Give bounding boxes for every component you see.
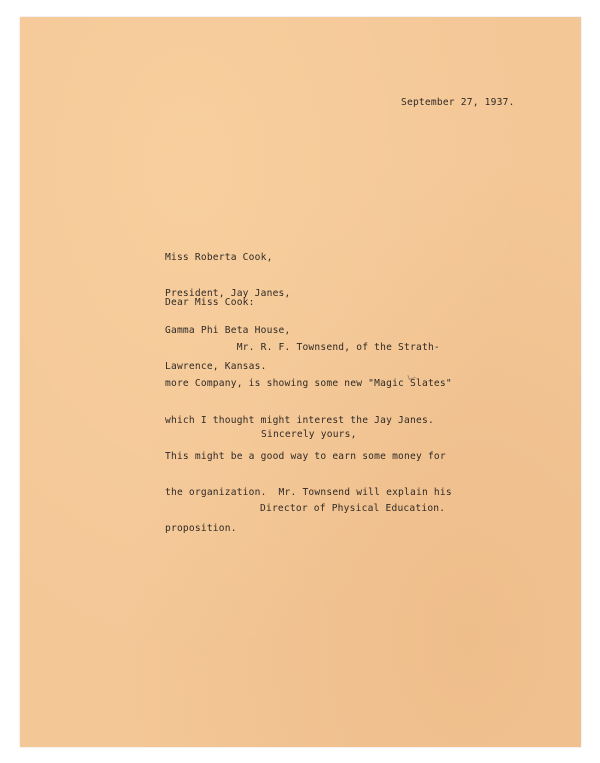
letter-date: September 27, 1937. xyxy=(401,97,515,108)
letter-page xyxy=(20,17,581,747)
body-line: the organization. Mr. Townsend will explain his xyxy=(165,487,452,499)
salutation: Dear Miss Cook: xyxy=(165,297,255,308)
body-line: more Company, is showing some new "Magic Slates" xyxy=(165,378,452,390)
address-line: Miss Roberta Cook, xyxy=(165,252,273,263)
body-line: which I thought might interest the Jay Janes. xyxy=(165,414,434,426)
signature-title: Director of Physical Education. xyxy=(260,503,446,514)
body-line: Mr. R. F. Townsend, of the Strath- xyxy=(165,342,440,353)
closing: Sincerely yours, xyxy=(261,429,357,440)
body-line: proposition. xyxy=(165,523,237,535)
address-line: President, Jay Janes, xyxy=(165,288,291,300)
address-line: Lawrence, Kansas. xyxy=(165,360,267,372)
body-line: This might be a good way to earn some money for xyxy=(165,450,446,462)
address-line: Gamma Phi Beta House, xyxy=(165,324,291,336)
